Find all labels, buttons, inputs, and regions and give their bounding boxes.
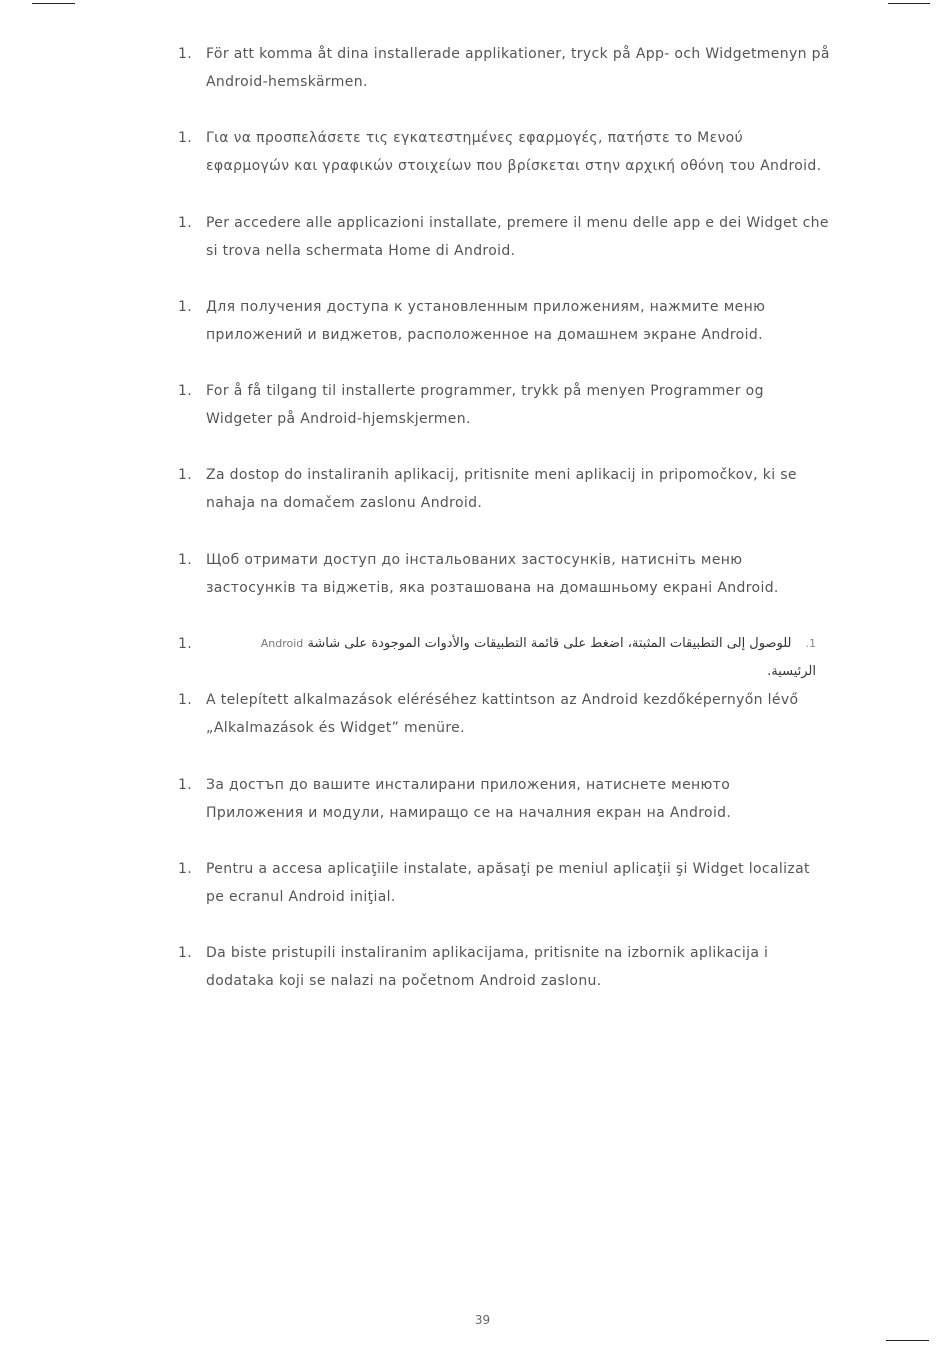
arabic-text-part-2: الرئيسية. [767, 664, 816, 679]
list-item-text: Per accedere alle applicazioni installate, premere il menu delle app e dei Widget che si trova nella schermata Home di Android. [206, 215, 829, 259]
list-item-number: 1. [178, 945, 192, 961]
list-item-text: A telepített alkalmazások eléréséhez kattintson az Android kezdőképernyőn lévő „Alkalmazások és Widget” menüre. [206, 692, 799, 736]
list-item-text: For å få tilgang til installerte programmer, trykk på menyen Programmer og Widgeter på Android-hjemskjermen. [206, 383, 764, 427]
list-item-number: 1. [178, 777, 192, 793]
list-item-text: Щоб отримати доступ до інстальованих застосунків, натисніть меню застосунків та віджетів, яка розташована на домашньому екрані Android. [206, 552, 779, 596]
arabic-text [214, 630, 816, 686]
list-item-text: Для получения доступа к установленным приложениям, нажмите меню приложений и виджетов, расположенное на домашнем экране Android. [206, 299, 766, 343]
list-item-number: 1. [178, 46, 192, 62]
arabic-text-android: Android [260, 637, 304, 650]
list-item-number: 1. [178, 552, 192, 568]
list-item-text: Za dostop do instaliranih aplikacij, pritisnite meni aplikacij in pripomočkov, ki se nahaja na domačem zaslonu Android. [206, 467, 797, 511]
list-item-number: 1. [178, 383, 192, 399]
list-item-number: 1. [178, 636, 192, 652]
page-number: 39 [474, 1313, 491, 1327]
list-item-text: Pentru a accesa aplicaţiile instalate, apăsaţi pe meniul aplicaţii şi Widget localizat pe ecranul Android iniţial. [206, 861, 810, 905]
list-item-number: 1. [178, 467, 192, 483]
list-item-number: 1. [178, 299, 192, 315]
list-item-number: 1. [178, 861, 192, 877]
list-item-number: 1. [178, 692, 192, 708]
arabic-list-number: 1. [805, 637, 816, 650]
list-item-text: Για να προσπελάσετε τις εγκατεστημένες εφαρμογές, πατήστε το Μενού εφαρμογών και γραφικών στοιχείων που βρίσκεται στην αρχική οθόνη του Android. [206, 130, 822, 174]
list-item-text: För att komma åt dina installerade applikationer, tryck på App- och Widgetmenyn på Android-hemskärmen. [206, 46, 830, 90]
list-item-number: 1. [178, 215, 192, 231]
list-item-text: За достъп до вашите инсталирани приложения, натиснете менюто Приложения и модули, намиращо се на началния екран на Android. [206, 777, 732, 821]
list-item-number: 1. [178, 130, 192, 146]
list-item-text: Da biste pristupili instaliranim aplikacijama, pritisnite na izbornik aplikacija i dodataka koji se nalazi na početnom Android zaslonu. [206, 945, 769, 989]
arabic-text-part-1: للوصول إلى التطبيقات المثبتة، اضغط على قائمة التطبيقات والأدوات الموجودة على شاشة [307, 636, 792, 651]
